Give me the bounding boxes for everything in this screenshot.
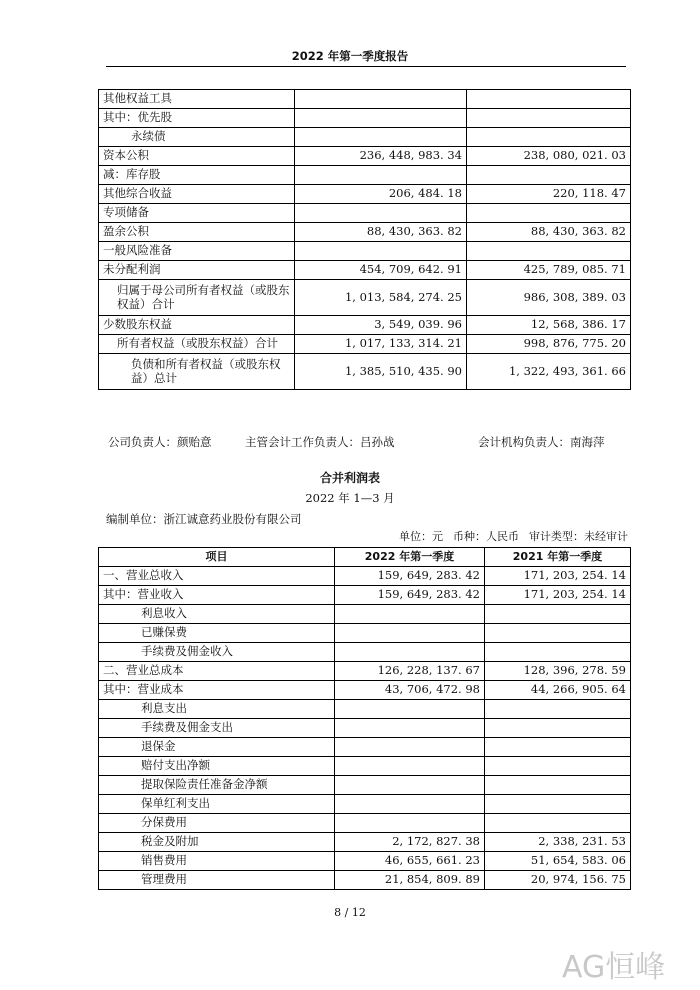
prior-period-value: 51, 654, 583. 06 — [485, 852, 631, 871]
balance-sheet-equity-table — [98, 89, 631, 390]
table-row — [99, 280, 631, 316]
current-period-value: 159, 649, 283. 42 — [335, 586, 485, 605]
unit-label: 单位：元 — [399, 530, 443, 543]
row-label: 税金及附加 — [99, 833, 335, 852]
row-label: 其中：营业成本 — [99, 681, 335, 700]
prior-period-value — [467, 204, 631, 223]
table-row — [99, 261, 631, 280]
current-period-value — [295, 109, 467, 128]
current-period-value: 1, 017, 133, 314. 21 — [295, 335, 467, 354]
prior-period-value: 171, 203, 254. 14 — [485, 567, 631, 586]
current-period-value: 454, 709, 642. 91 — [295, 261, 467, 280]
table-row — [99, 90, 631, 109]
current-period-value: 46, 655, 661. 23 — [335, 852, 485, 871]
prior-period-value: 986, 308, 389. 03 — [467, 280, 631, 316]
current-period-value — [335, 738, 485, 757]
row-label: 一般风险准备 — [99, 242, 295, 261]
row-label: 提取保险责任准备金净额 — [99, 776, 335, 795]
unit-line — [389, 528, 628, 544]
table-row — [99, 316, 631, 335]
current-period-value: 206, 484. 18 — [295, 185, 467, 204]
header-divider — [106, 66, 626, 67]
prior-period-value: 1, 322, 493, 361. 66 — [467, 354, 631, 390]
accounting-dept-head-signature: 会计机构负责人：南海萍 — [478, 435, 605, 449]
income-table-header-row — [99, 548, 631, 567]
current-period-value — [335, 719, 485, 738]
prior-period-value — [467, 166, 631, 185]
prior-period-value: 20, 974, 156. 75 — [485, 871, 631, 890]
row-label: 保单红利支出 — [99, 795, 335, 814]
row-label: 专项储备 — [99, 204, 295, 223]
prior-period-value — [485, 719, 631, 738]
current-period-value — [295, 242, 467, 261]
row-label: 盈余公积 — [99, 223, 295, 242]
current-period-value — [335, 814, 485, 833]
table-row — [99, 643, 631, 662]
table-row — [99, 109, 631, 128]
table-row — [99, 567, 631, 586]
row-label: 一、营业总收入 — [99, 567, 335, 586]
current-period-value: 3, 549, 039. 96 — [295, 316, 467, 335]
prior-period-value — [485, 643, 631, 662]
table-row — [99, 185, 631, 204]
prior-period-value: 171, 203, 254. 14 — [485, 586, 631, 605]
current-period-value — [335, 605, 485, 624]
prior-period-value — [467, 242, 631, 261]
prior-period-value: 88, 430, 363. 82 — [467, 223, 631, 242]
page-number: 8 / 12 — [334, 906, 366, 919]
table-row — [99, 128, 631, 147]
current-period-value: 21, 854, 809. 89 — [335, 871, 485, 890]
prior-period-value — [467, 128, 631, 147]
row-label: 其他权益工具 — [99, 90, 295, 109]
prior-period-value — [467, 90, 631, 109]
row-label: 资本公积 — [99, 147, 295, 166]
current-period-value: 1, 013, 584, 274. 25 — [295, 280, 467, 316]
table-row — [99, 147, 631, 166]
table-row — [99, 166, 631, 185]
table-row — [99, 223, 631, 242]
table-row — [99, 242, 631, 261]
prior-period-value: 238, 080, 021. 03 — [467, 147, 631, 166]
row-label: 减：库存股 — [99, 166, 295, 185]
prior-period-value — [485, 776, 631, 795]
row-label: 其中：优先股 — [99, 109, 295, 128]
prior-period-value: 2, 338, 231. 53 — [485, 833, 631, 852]
current-period-value: 43, 706, 472. 98 — [335, 681, 485, 700]
income-statement-body — [99, 567, 631, 890]
current-period-value: 236, 448, 983. 34 — [295, 147, 467, 166]
prior-period-value — [485, 757, 631, 776]
table-row — [99, 354, 631, 390]
prior-period-value — [485, 605, 631, 624]
table-row — [99, 871, 631, 890]
company-head-signature: 公司负责人：颜贻意 — [108, 435, 212, 449]
current-period-value: 88, 430, 363. 82 — [295, 223, 467, 242]
table-row — [99, 681, 631, 700]
watermark-logo: AG恒峰 — [562, 950, 666, 985]
prior-period-value — [485, 700, 631, 719]
row-label: 其中：营业收入 — [99, 586, 335, 605]
table-row — [99, 814, 631, 833]
row-label: 永续债 — [99, 128, 295, 147]
row-label: 退保金 — [99, 738, 335, 757]
table-row — [99, 738, 631, 757]
row-label: 二、营业总成本 — [99, 662, 335, 681]
row-label: 所有者权益（或股东权益）合计 — [99, 335, 295, 354]
row-label: 已赚保费 — [99, 624, 335, 643]
current-period-value: 1, 385, 510, 435. 90 — [295, 354, 467, 390]
current-period-value — [335, 776, 485, 795]
row-label: 管理费用 — [99, 871, 335, 890]
currency-label: 币种：人民币 — [453, 530, 519, 543]
income-statement-table — [98, 547, 631, 890]
income-statement-period: 2022 年 1—3 月 — [305, 491, 395, 505]
table-row — [99, 719, 631, 738]
row-label: 赔付支出净额 — [99, 757, 335, 776]
audit-type-label: 审计类型：未经审计 — [529, 530, 628, 543]
current-period-value — [295, 204, 467, 223]
prior-period-value — [467, 109, 631, 128]
table-row — [99, 757, 631, 776]
prior-period-value — [485, 738, 631, 757]
current-period-value: 126, 228, 137. 67 — [335, 662, 485, 681]
current-period-value: 159, 649, 283. 42 — [335, 567, 485, 586]
row-label: 手续费及佣金收入 — [99, 643, 335, 662]
prior-period-value: 12, 568, 386. 17 — [467, 316, 631, 335]
row-label: 利息收入 — [99, 605, 335, 624]
current-period-value — [335, 757, 485, 776]
column-header-item: 项目 — [99, 548, 335, 567]
table-row — [99, 605, 631, 624]
row-label: 销售费用 — [99, 852, 335, 871]
table-row — [99, 776, 631, 795]
current-period-value — [335, 624, 485, 643]
row-label: 手续费及佣金支出 — [99, 719, 335, 738]
column-header-current: 2022 年第一季度 — [335, 548, 485, 567]
current-period-value — [335, 700, 485, 719]
current-period-value — [295, 90, 467, 109]
table-row — [99, 204, 631, 223]
row-label: 负债和所有者权益（或股东权益）总计 — [99, 354, 295, 390]
table-row — [99, 700, 631, 719]
current-period-value — [335, 795, 485, 814]
prior-period-value: 44, 266, 905. 64 — [485, 681, 631, 700]
row-label: 利息支出 — [99, 700, 335, 719]
prior-period-value: 425, 789, 085. 71 — [467, 261, 631, 280]
row-label: 少数股东权益 — [99, 316, 295, 335]
row-label: 未分配利润 — [99, 261, 295, 280]
compiling-unit: 编制单位：浙江诚意药业股份有限公司 — [106, 512, 302, 526]
table-row — [99, 662, 631, 681]
table-row — [99, 624, 631, 643]
current-period-value — [295, 166, 467, 185]
income-statement-title: 合并利润表 — [319, 471, 380, 485]
prior-period-value: 220, 118. 47 — [467, 185, 631, 204]
row-label: 其他综合收益 — [99, 185, 295, 204]
current-period-value: 2, 172, 827. 38 — [335, 833, 485, 852]
row-label: 分保费用 — [99, 814, 335, 833]
table-row — [99, 833, 631, 852]
balance-sheet-body — [99, 90, 631, 390]
table-row — [99, 852, 631, 871]
current-period-value — [295, 128, 467, 147]
table-row — [99, 335, 631, 354]
table-row — [99, 586, 631, 605]
prior-period-value: 998, 876, 775. 20 — [467, 335, 631, 354]
prior-period-value — [485, 795, 631, 814]
prior-period-value — [485, 814, 631, 833]
current-period-value — [335, 643, 485, 662]
report-header-title: 2022 年第一季度报告 — [291, 49, 409, 63]
column-header-previous: 2021 年第一季度 — [485, 548, 631, 567]
prior-period-value: 128, 396, 278. 59 — [485, 662, 631, 681]
accounting-head-signature: 主管会计工作负责人：吕孙战 — [245, 435, 395, 449]
table-row — [99, 795, 631, 814]
row-label: 归属于母公司所有者权益（或股东权益）合计 — [99, 280, 295, 316]
prior-period-value — [485, 624, 631, 643]
